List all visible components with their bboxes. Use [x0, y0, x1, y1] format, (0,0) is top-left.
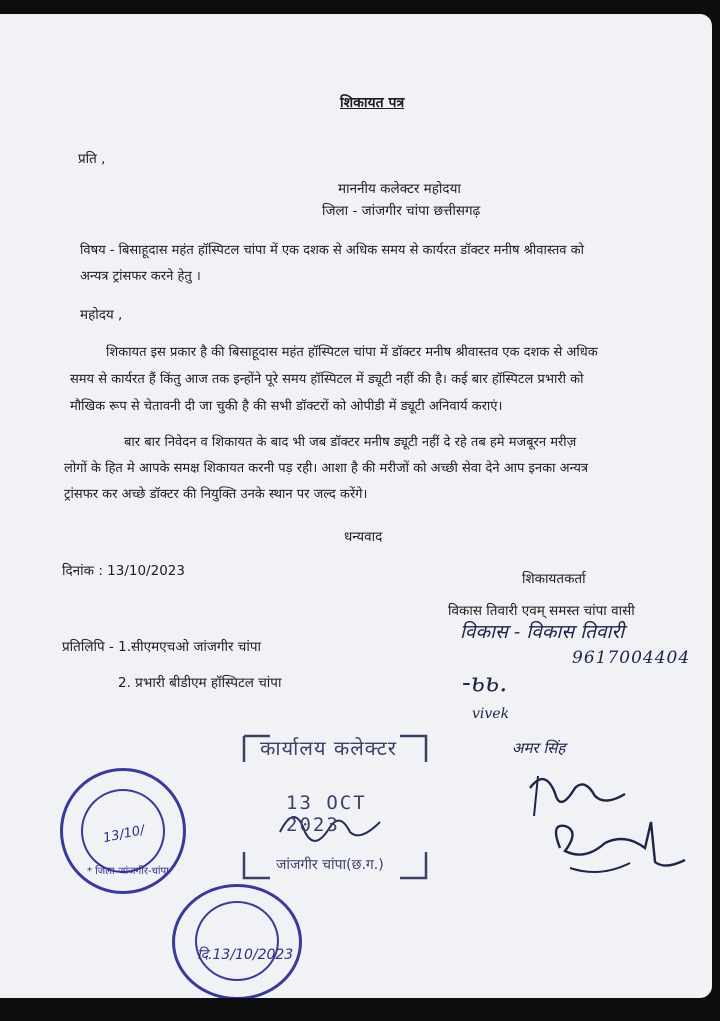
para2-line-2: लोगों के हित मे आपके समक्ष शिकायत करनी पड़ रही। आशा है की मरीजों को अच्छी सेवा देने आप इनका अन्यत्र — [64, 461, 589, 476]
para2-line-3: ट्रांसफर कर अच्छे डॉक्टर की नियुक्ति उनके स्थान पर जल्द करेंगे। — [64, 487, 368, 502]
signature-vivek: vivek — [472, 706, 510, 722]
round-seal-2 — [172, 884, 302, 998]
recipient-line-1: माननीय कलेक्टर महोदया — [338, 181, 461, 197]
letter-title: शिकायत पत्र — [340, 95, 405, 111]
collector-office-stamp — [240, 732, 430, 882]
para2-line-1: बार बार निवेदन व शिकायत के बाद भी जब डॉक्टर मनीष ड्यूटी नहीं दे रहे तब हमे मजबूरन मरीज़ — [124, 435, 577, 450]
copy-line-2: 2. प्रभारी बीडीएम हॉस्पिटल चांपा — [118, 675, 282, 691]
subject-line-2: अन्यत्र ट्रांसफर करने हेतु । — [80, 269, 201, 284]
seal1-ring-text: * जिला-जांजगीर-चांपा — [87, 866, 169, 877]
para1-line-2: समय से कार्यरत हैं किंतु आज तक इन्होंने पूरे समय हॉस्पिटल में ड्यूटी नहीं की है। कई बार हॉस्पिटल प्रभारी को — [70, 372, 584, 387]
round-seal-1 — [60, 768, 186, 894]
signature-amar-singh: अमर सिंह — [512, 739, 566, 757]
signature-scribbles — [510, 768, 710, 908]
signature-2: -ьь. — [462, 668, 508, 698]
para1-line-1: शिकायत इस प्रकार है की बिसाहूदास महंत हॉस्पिटल चांपा में डॉक्टर मनीष श्रीवास्तव एक दशक से अधिक — [106, 345, 598, 360]
date-line: दिनांक : 13/10/2023 — [62, 563, 185, 579]
salutation: महोदय , — [80, 307, 123, 323]
recipient-line-2: जिला - जांजगीर चांपा छत्तीसगढ़ — [322, 203, 481, 219]
para1-line-3: मौखिक रूप से चेतावनी दी जा चुकी है की सभी डॉक्टरों को ओपीडी में ड्यूटी अनिवार्य कराएं। — [70, 399, 503, 414]
stamp-date: 13 OCT 2023 — [286, 792, 367, 836]
handwritten-phone: 9617004404 — [572, 648, 691, 668]
stamp-place: जांजगीर चांपा(छ.ग.) — [276, 857, 384, 873]
complainant-label: शिकायतकर्ता — [522, 571, 586, 587]
seal1-date: 13/10/ — [101, 822, 146, 847]
signature-vikas: विकास - विकास तिवारी — [460, 621, 625, 643]
thanks: धन्यवाद — [344, 529, 383, 545]
seal2-date: दि.13/10/2023 — [197, 947, 294, 963]
subject-line-1: विषय - बिसाहूदास महंत हॉस्पिटल चांपा में एक दशक से अधिक समय से कार्यरत डॉक्टर मनीष श्रीवास्तव को — [80, 243, 585, 258]
letter-page — [0, 14, 712, 998]
copy-line-1: प्रतिलिपि - 1.सीएमएचओ जांजगीर चांपा — [62, 639, 261, 655]
stamp-office-text: कार्यालय कलेक्टर — [260, 736, 397, 760]
complainant-name: विकास तिवारी एवम् समस्त चांपा वासी — [448, 603, 635, 619]
prati-line: प्रति , — [78, 151, 106, 167]
